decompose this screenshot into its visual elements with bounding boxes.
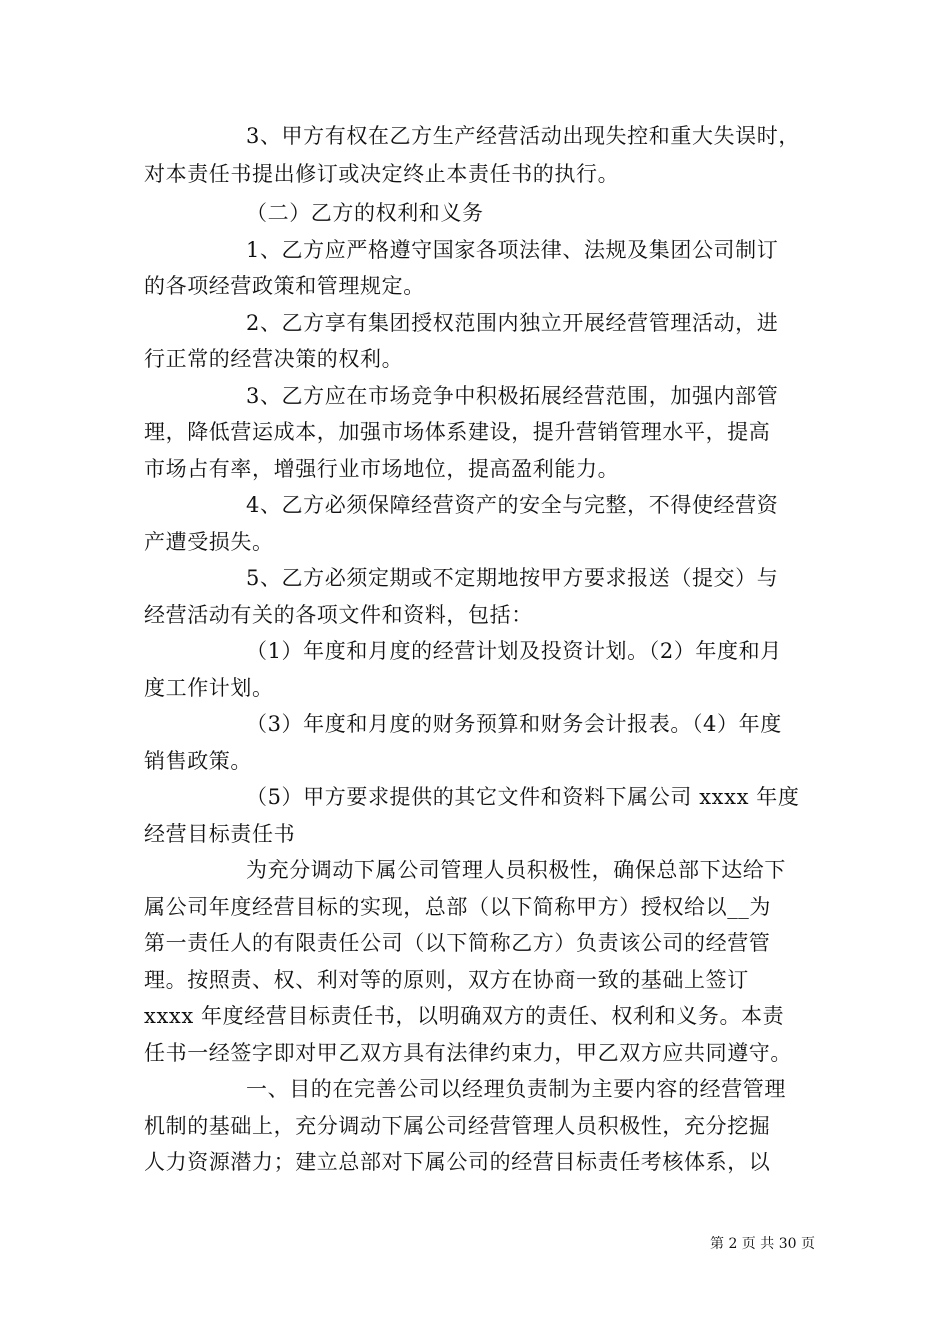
text-line-22: 属公司年度经营目标的实现，总部（以下简称甲方）授权给以__为 xyxy=(144,895,771,919)
text-line-11: 4、乙方必须保障经营资产的安全与完整，不得使经营资 xyxy=(246,493,779,517)
text-line-21: 为充分调动下属公司管理人员积极性，确保总部下达给下 xyxy=(246,858,786,882)
text-line-27: 一、目的在完善公司以经理负责制为主要内容的经营管理 xyxy=(246,1077,786,1101)
text-line-5: 的各项经营政策和管理规定。 xyxy=(144,274,425,298)
text-line-7: 行正常的经营决策的权利。 xyxy=(144,347,404,371)
text-line-20: 经营目标责任书 xyxy=(144,822,296,846)
text-line-23: 第一责任人的有限责任公司（以下简称乙方）负责该公司的经营管 xyxy=(144,931,771,955)
text-line-28: 机制的基础上，充分调动下属公司经营管理人员积极性，充分挖掘 xyxy=(144,1114,771,1138)
text-line-13: 5、乙方必须定期或不定期地按甲方要求报送（提交）与 xyxy=(246,566,779,590)
text-line-17: （3）年度和月度的财务预算和财务会计报表。（4）年度 xyxy=(246,712,782,736)
text-line-18: 销售政策。 xyxy=(144,749,252,773)
text-line-25: xxxx 年度经营目标责任书，以明确双方的责任、权利和义务。本责 xyxy=(144,1004,785,1028)
text-line-4: 1、乙方应严格遵守国家各项法律、法规及集团公司制订 xyxy=(246,238,779,262)
text-line-26: 任书一经签字即对甲乙双方具有法律约束力，甲乙双方应共同遵守。 xyxy=(144,1041,792,1065)
text-line-12: 产遭受损失。 xyxy=(144,530,274,554)
text-line-14: 经营活动有关的各项文件和资料，包括： xyxy=(144,603,533,627)
text-line-16: 度工作计划。 xyxy=(144,676,274,700)
text-line-10: 市场占有率，增强行业市场地位，提高盈利能力。 xyxy=(144,457,620,481)
text-line-29: 人力资源潜力；建立总部对下属公司的经营目标责任考核体系，以 xyxy=(144,1150,771,1174)
text-line-6: 2、乙方享有集团授权范围内独立开展经营管理活动，进 xyxy=(246,311,779,335)
text-line-8: 3、乙方应在市场竞争中积极拓展经营范围，加强内部管 xyxy=(246,384,779,408)
text-line-19: （5）甲方要求提供的其它文件和资料下属公司 xxxx 年度 xyxy=(246,785,800,809)
text-line-1: 3、甲方有权在乙方生产经营活动出现失控和重大失误时， xyxy=(246,124,800,148)
text-line-15: （1）年度和月度的经营计划及投资计划。（2）年度和月 xyxy=(246,639,782,663)
text-line-9: 理，降低营运成本，加强市场体系建设，提升营销管理水平，提高 xyxy=(144,420,771,444)
text-line-24: 理。按照责、权、利对等的原则，双方在协商一致的基础上签订 xyxy=(144,968,749,992)
page-number: 第 2 页 共 30 页 xyxy=(710,1236,815,1252)
section-heading: （二）乙方的权利和义务 xyxy=(246,201,484,225)
text-line-2: 对本责任书提出修订或决定终止本责任书的执行。 xyxy=(144,162,620,186)
